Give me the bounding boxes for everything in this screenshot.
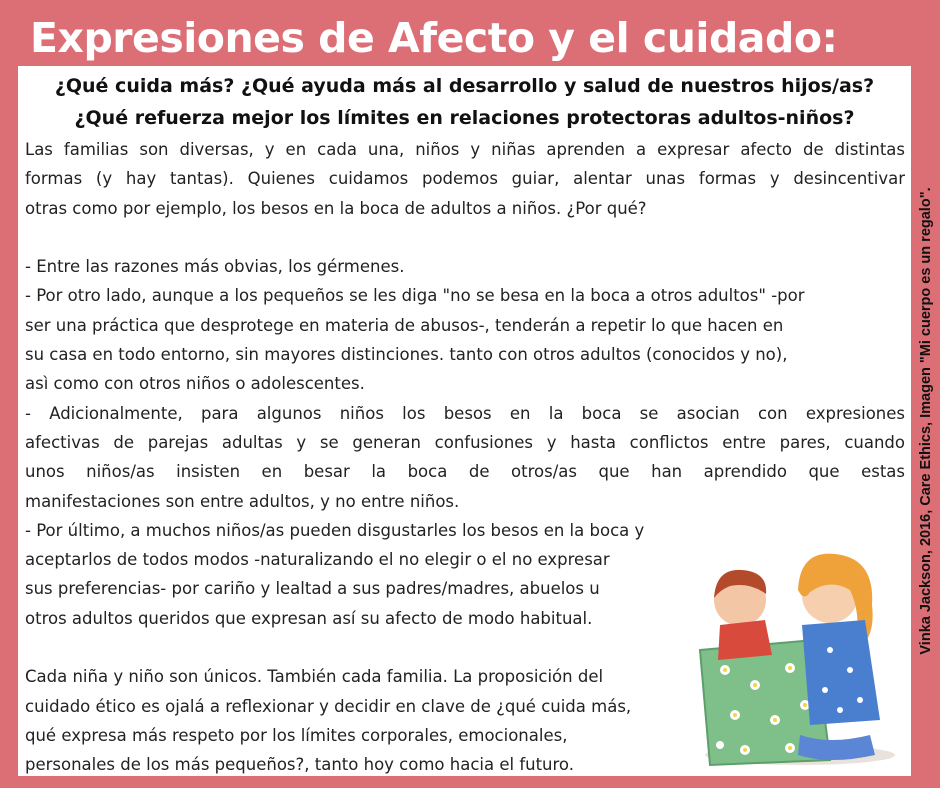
question-heading [18, 70, 911, 134]
point-line: unos niños/as insisten en besar la boca de otros/as que han aprendido que estas [25, 462, 905, 482]
children-gift-illustration [680, 520, 910, 770]
closing-line: personales de los más pequeños?, tanto hoy como hacia el futuro. [25, 755, 574, 775]
credit-margin [912, 66, 940, 776]
point-line: - Por otro lado, aunque a los pequeños se les diga "no se besa en la boca a otros adultos" -por [25, 286, 805, 306]
intro-line: formas (y hay tantas). Quienes cuidamos podemos guiar, alentar unas formas y desincentivar [25, 169, 905, 189]
point-line: ser una práctica que desprotege en materia de abusos-, tenderán a repetir lo que hacen en [25, 315, 784, 335]
closing-line: cuidado ético es ojalá a reflexionar y decidir en clave de ¿qué cuida más, [25, 696, 632, 716]
closing-line: Cada niña y niño son únicos. También cada familia. La proposición del [25, 667, 604, 687]
point-line: otros adultos queridos que expresan así su afecto de modo habitual. [25, 608, 593, 628]
point-line: - Por último, a muchos niños/as pueden disgustarles los besos en la boca y [25, 520, 645, 540]
point-line: aceptarlos de todos modos -naturalizando el no elegir o el no expresar [25, 550, 610, 570]
question-line: ¿Qué cuida más? ¿Qué ayuda más al desarrollo y salud de nuestros hijos/as? [54, 75, 875, 97]
point-line: asì como con otros niños o adolescentes. [25, 374, 365, 394]
point-line: su casa en todo entorno, sin mayores distinciones. tanto con otros adultos (conocidos y no), [25, 345, 788, 365]
intro-line: otras como por ejemplo, los besos en la boca de adultos a niños. ¿Por qué? [25, 198, 647, 218]
page-title: Expresiones de Afecto y el cuidado: [30, 14, 838, 62]
question-line: ¿Qué refuerza mejor los límites en relaciones protectoras adultos-niños? [74, 107, 855, 129]
point-line: manifestaciones son entre adultos, y no entre niños. [25, 491, 460, 511]
image-credit: Vinka Jackson, 2016, Care Ethics, Imagen "Mi cuerpo es un regalo". [918, 187, 934, 655]
point-line: - Adicionalmente, para algunos niños los besos en la boca se asocian con expresiones [25, 403, 905, 423]
point-line: afectivas de parejas adultas y se generan confusiones y hasta conflictos entre pares, cuando [25, 432, 905, 452]
intro-line: Las familias son diversas, y en cada una, niños y niñas aprenden a expresar afecto de distintas [25, 140, 905, 159]
closing-line: qué expresa más respeto por los límites corporales, emocionales, [25, 725, 568, 745]
point-line: - Entre las razones más obvias, los gérmenes. [25, 257, 405, 277]
point-line: sus preferencias- por cariño y lealtad a sus padres/madres, abuelos u [25, 579, 600, 599]
